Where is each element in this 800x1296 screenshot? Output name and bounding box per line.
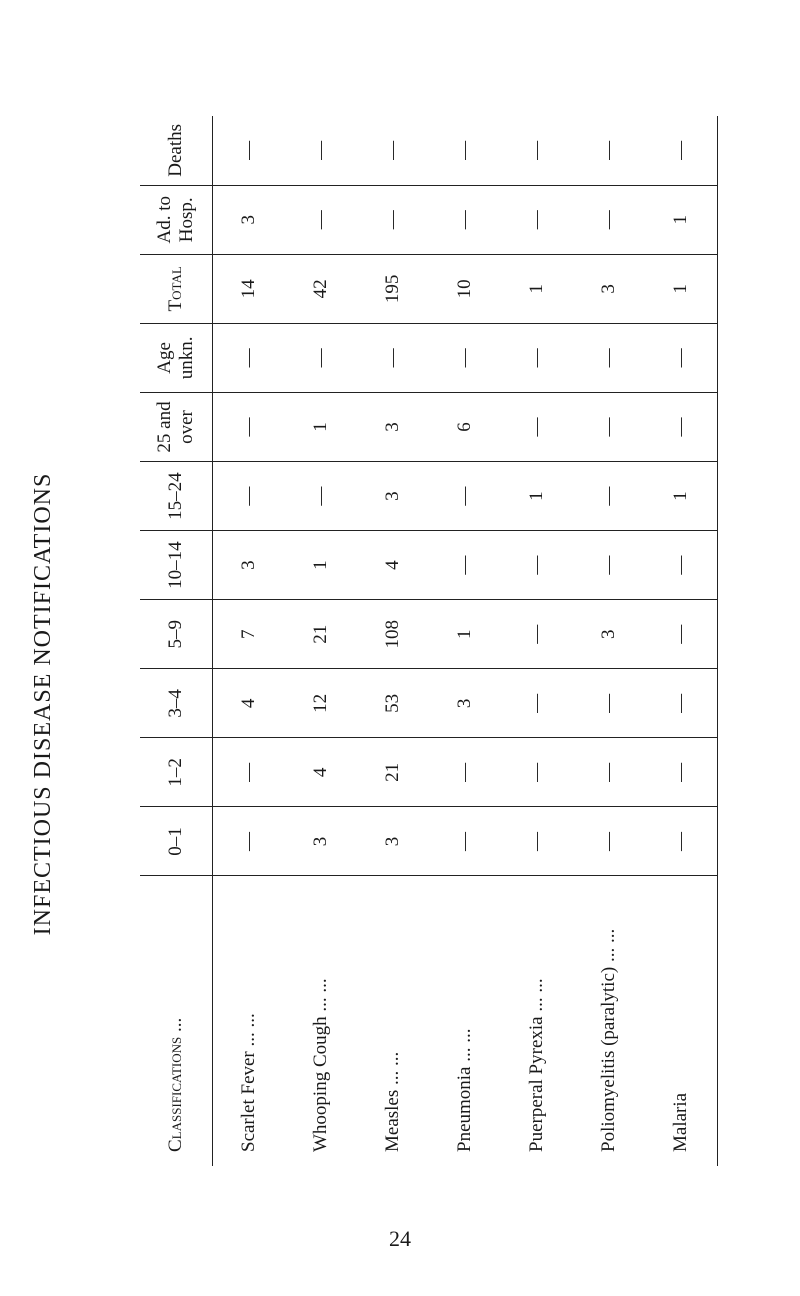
table-cell: — [645, 531, 718, 600]
table-cell: 4 [357, 531, 429, 600]
table-cell: 3 [357, 807, 429, 876]
table-cell: — [573, 116, 645, 185]
table-cell: 1 [645, 254, 718, 323]
table-cell: — [645, 669, 718, 738]
table-cell: — [501, 600, 573, 669]
notifications-table-wrapper [140, 116, 710, 1166]
table-cell: 1 [645, 462, 718, 531]
page-number: 24 [389, 1226, 411, 1251]
table-cell: — [645, 807, 718, 876]
table-cell: — [213, 807, 286, 876]
table-cell: 53 [357, 669, 429, 738]
column-header: 3–4 [140, 669, 213, 738]
table-cell: — [573, 323, 645, 392]
table-row [645, 116, 718, 1166]
table-cell: — [645, 116, 718, 185]
table-cell: — [501, 392, 573, 461]
table-cell: 1 [501, 462, 573, 531]
table-cell: — [213, 323, 286, 392]
row-label: Poliomyelitis (paralytic) ... ... [573, 876, 645, 1166]
table-row [213, 116, 286, 1166]
table-cell: — [213, 738, 286, 807]
table-cell: — [573, 807, 645, 876]
table-cell: — [645, 323, 718, 392]
column-header: 5–9 [140, 600, 213, 669]
table-cell: 6 [429, 392, 501, 461]
table-cell: 3 [429, 669, 501, 738]
table-cell: — [213, 462, 286, 531]
row-label: Malaria [645, 876, 718, 1166]
table-cell: 1 [285, 392, 357, 461]
table-cell: — [501, 323, 573, 392]
column-header: 10–14 [140, 531, 213, 600]
page-side-title: INFECTIOUS DISEASE NOTIFICATIONS [30, 472, 56, 936]
table-cell: — [285, 185, 357, 254]
row-label: Puerperal Pyrexia ... ... [501, 876, 573, 1166]
table-body [213, 116, 718, 1166]
table-row [501, 116, 573, 1166]
table-cell: 1 [429, 600, 501, 669]
table-cell: — [429, 738, 501, 807]
column-header: 1–2 [140, 738, 213, 807]
table-cell: — [429, 323, 501, 392]
column-header: Classifications ... [140, 876, 213, 1166]
table-cell: — [501, 669, 573, 738]
table-cell: 3 [357, 462, 429, 531]
table-cell: 21 [285, 600, 357, 669]
column-header: Deaths [140, 116, 213, 185]
table-cell: — [573, 185, 645, 254]
table-cell: 14 [213, 254, 286, 323]
table-cell: 3 [357, 392, 429, 461]
column-header: Age unkn. [140, 323, 213, 392]
table-cell: — [573, 738, 645, 807]
table-cell: — [645, 738, 718, 807]
column-header: Ad. to Hosp. [140, 185, 213, 254]
table-cell: 1 [501, 254, 573, 323]
table-cell: 3 [573, 254, 645, 323]
table-cell: — [501, 807, 573, 876]
row-label: Pneumonia ... ... [429, 876, 501, 1166]
table-cell: 3 [285, 807, 357, 876]
table-row [285, 116, 357, 1166]
table-row [357, 116, 429, 1166]
table-cell: — [357, 116, 429, 185]
table-cell: 1 [645, 185, 718, 254]
table-row [429, 116, 501, 1166]
table-cell: 7 [213, 600, 286, 669]
table-cell: 3 [213, 531, 286, 600]
table-cell: — [357, 185, 429, 254]
table-cell: 1 [285, 531, 357, 600]
table-cell: 195 [357, 254, 429, 323]
row-label: Whooping Cough ... ... [285, 876, 357, 1166]
table-cell: — [573, 669, 645, 738]
table-cell: — [645, 392, 718, 461]
table-cell: 12 [285, 669, 357, 738]
table-cell: 10 [429, 254, 501, 323]
table-cell: — [285, 116, 357, 185]
table-cell: 108 [357, 600, 429, 669]
table-cell: 4 [285, 738, 357, 807]
table-cell: — [573, 531, 645, 600]
column-header: 0–1 [140, 807, 213, 876]
table-row [573, 116, 645, 1166]
table-header-row [140, 116, 213, 1166]
table-cell: — [285, 462, 357, 531]
notifications-table [140, 116, 718, 1166]
table-cell: — [213, 116, 286, 185]
table-cell: — [429, 116, 501, 185]
table-cell: — [501, 738, 573, 807]
table-cell: 3 [213, 185, 286, 254]
table-cell: 3 [573, 600, 645, 669]
table-cell: 42 [285, 254, 357, 323]
table-cell: — [213, 392, 286, 461]
column-header: Total [140, 254, 213, 323]
table-cell: — [573, 462, 645, 531]
table-cell: — [645, 600, 718, 669]
table-cell: 4 [213, 669, 286, 738]
table-cell: — [285, 323, 357, 392]
column-header: 25 and over [140, 392, 213, 461]
table-cell: — [573, 392, 645, 461]
column-header: 15–24 [140, 462, 213, 531]
table-cell: 21 [357, 738, 429, 807]
row-label: Measles ... ... [357, 876, 429, 1166]
table-cell: — [357, 323, 429, 392]
table-cell: — [429, 531, 501, 600]
table-cell: — [501, 185, 573, 254]
row-label: Scarlet Fever ... ... [213, 876, 286, 1166]
table-cell: — [429, 185, 501, 254]
table-cell: — [501, 116, 573, 185]
table-cell: — [501, 531, 573, 600]
table-cell: — [429, 807, 501, 876]
table-cell: — [429, 462, 501, 531]
